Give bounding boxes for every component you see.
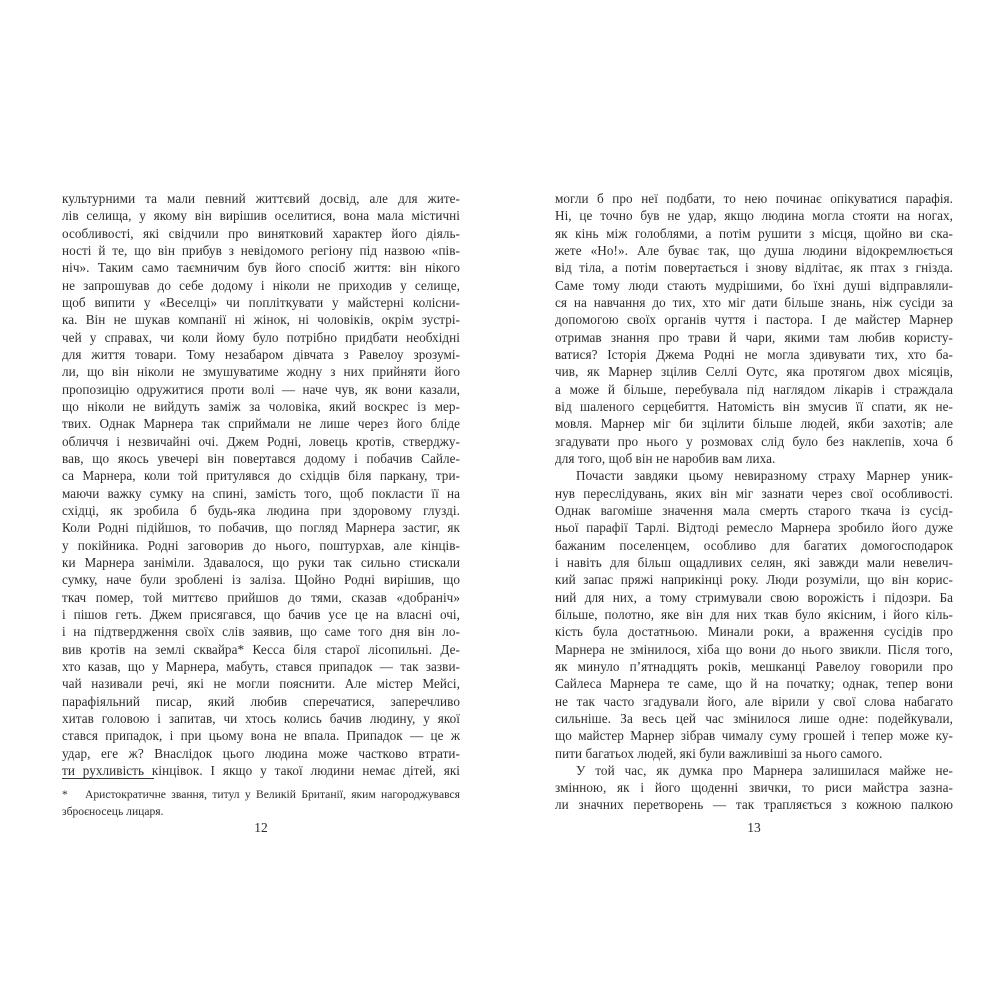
- text-line: як минуло п’ятнадцять років, мешканці Равелоу говорили про: [555, 658, 953, 674]
- text-line: пропозицію одружитися проти волі — наче чув, як вони казали,: [62, 381, 460, 397]
- text-line: ньої парафії Тарлі. Відтоді ремесло Марнера зробило його дуже: [555, 520, 953, 536]
- text-line: не так часто згадували його, але вірили у свої слова набагато: [555, 693, 953, 709]
- text-line: від шаленого серцебиття. Натомість він змусив її спати, як не-: [555, 398, 953, 414]
- text-line: ки Марнера заніміли. Здавалося, що руки так сильно стискали: [62, 554, 460, 570]
- text-line: ватися? Історія Джема Родні не могла здивувати тих, хто ба-: [555, 346, 953, 362]
- text-line: змінною, як і його щоденні звички, то риси майстра зазна-: [555, 780, 953, 796]
- text-line: Саме тому люди стають мудрішими, бо їхні душі відправляли-: [555, 277, 953, 293]
- footnote-marker: *: [62, 788, 68, 801]
- text-line: культурними та мали певний життєвий досвід, але для жите-: [62, 191, 460, 206]
- text-line: хитав головою і запитав, чи хтось колись бачив людину, у якої: [62, 710, 460, 726]
- text-line: лів селища, у якому він вирішив оселитися, вона мала містичні: [62, 208, 460, 224]
- text-line: а може й більше, перебувала під наглядом лікарів і страждала: [555, 381, 953, 397]
- text-line: особливості, які свідчили про винятковий характер його діяль-: [62, 225, 460, 241]
- text-line: для того, щоб він не наробив вам лиха.: [555, 450, 776, 466]
- page-left: [62, 190, 460, 890]
- text-line: чив, як Марнер зцілив Селлі Оутс, яка протягом двох місяців,: [555, 364, 953, 380]
- text-line: Марнера не змінилося, хіба що вони до нього звикли. Після того,: [555, 641, 953, 657]
- text-line: ли значних перетворень — так трапляється з кожною палкою: [555, 797, 953, 813]
- text-line: У той час, як думка про Марнера залишилася майже не-: [576, 762, 953, 778]
- text-line: твих. Однак Марнера так сприймали не лише через його бліде: [62, 416, 460, 432]
- page-number-left: 12: [254, 820, 268, 835]
- text-line: і пішов геть. Джем присягався, що бачив усе це на власні очі,: [62, 606, 460, 622]
- text-line: стався припадок, і при цьому вона не впала. Припадок — це ж: [62, 728, 460, 744]
- footnote-divider: [62, 778, 154, 779]
- text-line: удар, еге ж? Внаслідок цього людина може частково втрати-: [62, 745, 460, 761]
- text-line: для життя товари. Тому незабаром дівчата з Равелоу зрозумі-: [62, 346, 460, 362]
- page-right-text-block: [555, 190, 953, 814]
- text-line: ткач помер, той миттєво прийшов до тями, сказав «добраніч»: [62, 589, 460, 605]
- text-line: сильніше. За весь цей час змінилося лише одне: подейкували,: [555, 710, 953, 726]
- text-line: як кінь між голоблями, а потім рушити з місця, щойно ви ска-: [555, 225, 953, 241]
- page-right: [555, 190, 953, 890]
- text-line: Ні, це точно був не удар, якщо людина могла стояти на ногах,: [555, 208, 953, 224]
- page-left-text-block: [62, 190, 460, 779]
- text-line: ніч». Таким само таємничим був його спосіб життя: він нікого: [62, 260, 460, 276]
- text-line: ка. Він не шукав компанії ні жінок, ні чоловіків, окрім зустрі-: [62, 312, 460, 328]
- text-line: у покійника. Родні заговорив до нього, поштурхав, але кінців-: [62, 537, 460, 553]
- text-line: ся на навчання до тих, хто міг дати більше знань, ніж сусіди за: [555, 294, 953, 310]
- text-line: парафіяльний писар, який любив сперечатися, заперечливо: [62, 693, 460, 709]
- page-number-right: 13: [747, 820, 761, 835]
- text-line: ний для них, а тому стримували свою ворожість і підозри. Ба: [555, 589, 953, 605]
- text-line: обличчя і незвичайні очі. Джем Родні, ловець кротів, стверджу-: [62, 433, 460, 449]
- text-line: і навіть для більш ощадливих селян, які завжди мали невелич-: [555, 554, 953, 570]
- text-line: кий запас пряжі наприкінці року. Люди розуміли, що він корис-: [555, 572, 953, 588]
- text-line: від тіла, а потім повертається і знову відлітає, як птах з гнізда.: [555, 260, 953, 276]
- text-line: допомогою своїх органів чуття і пастора. І де майстер Марнер: [555, 312, 953, 328]
- text-line: більше, полотно, яке він для них ткав було якісним, і його кіль-: [555, 606, 953, 622]
- text-line: що майстер Марнер зібрав чималу суму грошей і тепер може ку-: [555, 728, 953, 744]
- text-line: згадувати про нього у розмовах слід було без наклепів, хоча б: [555, 433, 953, 449]
- text-line: нув переслідувань, яких він міг зазнати через свої особливості.: [555, 485, 953, 501]
- text-line: Однак вагоміше значення мала смерть старого ткача із сусід-: [555, 502, 953, 518]
- text-line: Коли Родні підійшов, то побачив, що погляд Марнера застиг, як: [62, 520, 460, 536]
- footnote: [62, 778, 460, 820]
- text-line: могли б про неї подбати, то нею починає опікуватися парафія.: [555, 191, 953, 206]
- text-line: східці, як зробила б будь-яка людина при здоровому глузді.: [62, 502, 460, 518]
- text-line: вав, що якось увечері він повертався додому і побачив Сайле-: [62, 450, 460, 466]
- text-line: і на підтвердження своїх слів заявив, що саме того дня він ло-: [62, 624, 460, 640]
- text-line: чай називали речі, які не могли пояснити. Але містер Мейсі,: [62, 676, 460, 692]
- text-line: що ніколи не вийдуть заміж за чоловіка, який воскрес із мер-: [62, 398, 460, 414]
- text-line: бажаним поселенцем, особливо для багатих домогосподарок: [555, 537, 953, 553]
- text-line: жете «Но!». Але буває так, що душа людини відокремлюється: [555, 242, 953, 258]
- text-line: вив кротів на землі сквайра* Кесса біля старої лісопильні. Де-: [62, 641, 460, 657]
- text-line: ності й те, що він прибув з невідомого регіону під назвою «пів-: [62, 242, 460, 258]
- text-line: са Марнера, коли той притулявся до східців біля паркану, три-: [62, 468, 460, 484]
- text-line: чей у справах, чи коли йому було потрібно придбати необхідні: [62, 329, 460, 345]
- text-line: пити багатьох людей, які були важливіші за нього самого.: [555, 745, 883, 761]
- text-line: щоб випити у «Веселці» чи попліткувати у майстерні колісни-: [62, 294, 460, 310]
- text-line: кість була достатньою. Минали роки, а враження сусідів про: [555, 624, 953, 640]
- text-line: мовля. Марнер міг би зцілити більше людей, якби захотів; але: [555, 416, 953, 432]
- text-line: Почасти завдяки цьому невиразному страху Марнер уник-: [576, 468, 953, 484]
- text-line: отримав знання про трави й чари, якими там любив користу-: [555, 329, 953, 345]
- text-line: ти рухливість кінцівок. І якщо у такої людини немає дітей, які: [62, 762, 460, 778]
- text-line: хто казав, що у Марнера, мабуть, стався припадок — так зазви-: [62, 658, 460, 674]
- footnote-text: Аристократичне звання, титул у Великій Британії, яким нагороджувався зброєносець лицаря.: [62, 788, 460, 818]
- text-line: маючи важку сумку на спині, замість того, щоб покласти її на: [62, 485, 460, 501]
- text-line: сумку, наче були зроблені із заліза. Щойно Родні вирішив, що: [62, 572, 460, 588]
- footnote-paragraph: [62, 787, 460, 820]
- text-line: Сайлеса Марнера те саме, що й на початку; однак, тепер вони: [555, 676, 953, 692]
- text-line: не запрошував до себе додому і ніколи не приходив у селище,: [62, 277, 460, 293]
- text-line: ли, що він ніколи не змушуватиме жодну з них прийняти його: [62, 364, 460, 380]
